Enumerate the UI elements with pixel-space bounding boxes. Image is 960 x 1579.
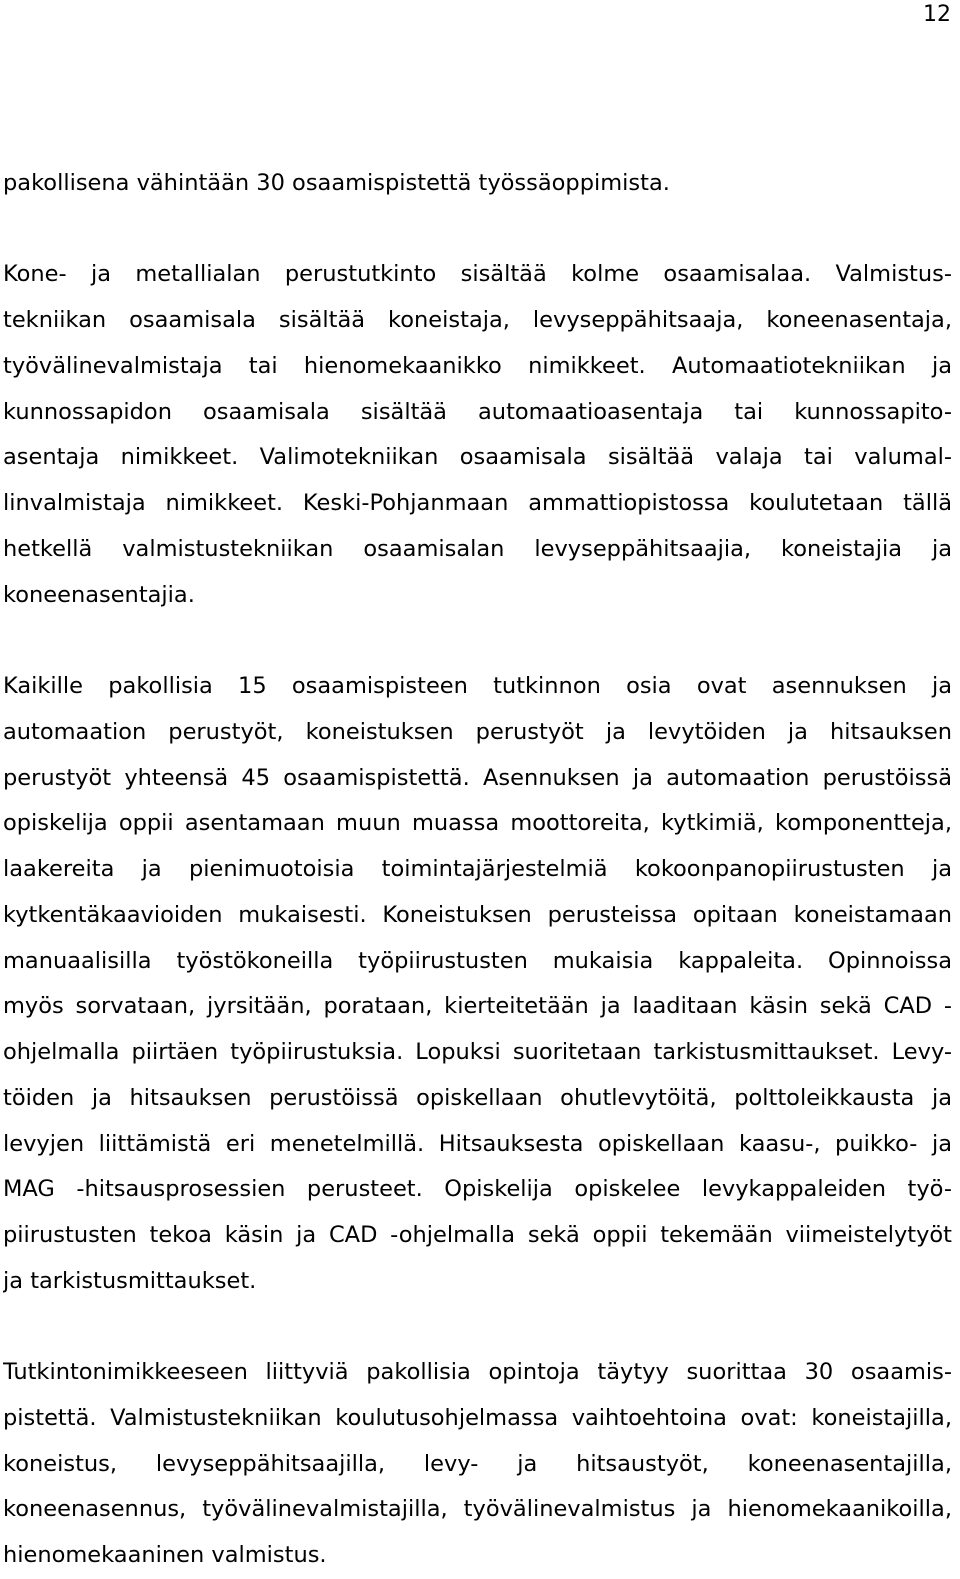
text-line: automaation perustyöt, koneistuksen perustyöt ja levytöiden ja hitsauksen	[3, 719, 952, 745]
text-line: Kaikille pakollisia 15 osaamispisteen tutkinnon osia ovat asennuksen ja	[3, 673, 952, 699]
text-line: ohjelmalla piirtäen työpiirustuksia. Lopuksi suoritetaan tarkistusmittaukset. Levy-	[3, 1039, 952, 1065]
text-line: koneenasentajia.	[3, 582, 195, 608]
text-line: Tutkintonimikkeeseen liittyviä pakollisia opintoja täytyy suorittaa 30 osaamis-	[3, 1359, 952, 1385]
text-line: opiskelija oppii asentamaan muun muassa moottoreita, kytkimiä, komponentteja,	[3, 810, 952, 836]
text-line: hetkellä valmistustekniikan osaamisalan levyseppähitsaajia, koneistajia ja	[3, 536, 952, 562]
text-line: tekniikan osaamisala sisältää koneistaja, levyseppähitsaaja, koneenasentaja,	[3, 307, 952, 333]
text-line: koneenasennus, työvälinevalmistajilla, työvälinevalmistus ja hienomekaanikoilla,	[3, 1496, 952, 1522]
text-line: linvalmistaja nimikkeet. Keski-Pohjanmaan ammattiopistossa koulutetaan tällä	[3, 490, 952, 516]
text-line: hienomekaaninen valmistus.	[3, 1542, 327, 1568]
page-number: 12	[923, 2, 951, 27]
text-line: piirustusten tekoa käsin ja CAD -ohjelmalla sekä oppii tekemään viimeistelytyöt	[3, 1222, 952, 1248]
text-line: koneistus, levyseppähitsaajilla, levy- ja hitsaustyöt, koneenasentajilla,	[3, 1451, 952, 1477]
text-line: työvälinevalmistaja tai hienomekaanikko nimikkeet. Automaatiotekniikan ja	[3, 353, 952, 379]
text-line: töiden ja hitsauksen perustöissä opiskellaan ohutlevytöitä, polttoleikkausta ja	[3, 1085, 952, 1111]
text-line: ja tarkistusmittaukset.	[3, 1268, 257, 1294]
text-line: asentaja nimikkeet. Valimotekniikan osaamisala sisältää valaja tai valumal-	[3, 444, 952, 470]
text-line: pistettä. Valmistustekniikan koulutusohjelmassa vaihtoehtoina ovat: koneistajilla,	[3, 1405, 952, 1431]
text-line: myös sorvataan, jyrsitään, porataan, kierteitetään ja laaditaan käsin sekä CAD -	[3, 993, 952, 1019]
text-line: pakollisena vähintään 30 osaamispistettä työssäoppimista.	[3, 170, 670, 196]
text-line: kytkentäkaavioiden mukaisesti. Koneistuksen perusteissa opitaan koneistamaan	[3, 902, 952, 928]
text-line: kunnossapidon osaamisala sisältää automaatioasentaja tai kunnossapito-	[3, 399, 952, 425]
text-line: Kone- ja metallialan perustutkinto sisältää kolme osaamisalaa. Valmistus-	[3, 261, 952, 287]
text-line: levyjen liittämistä eri menetelmillä. Hitsauksesta opiskellaan kaasu-, puikko- ja	[3, 1131, 952, 1157]
text-line: perustyöt yhteensä 45 osaamispistettä. Asennuksen ja automaation perustöissä	[3, 765, 952, 791]
text-line: MAG -hitsausprosessien perusteet. Opiskelija opiskelee levykappaleiden työ-	[3, 1176, 952, 1202]
text-line: manuaalisilla työstökoneilla työpiirustusten mukaisia kappaleita. Opinnoissa	[3, 948, 952, 974]
text-line: laakereita ja pienimuotoisia toimintajärjestelmiä kokoonpanopiirustusten ja	[3, 856, 952, 882]
